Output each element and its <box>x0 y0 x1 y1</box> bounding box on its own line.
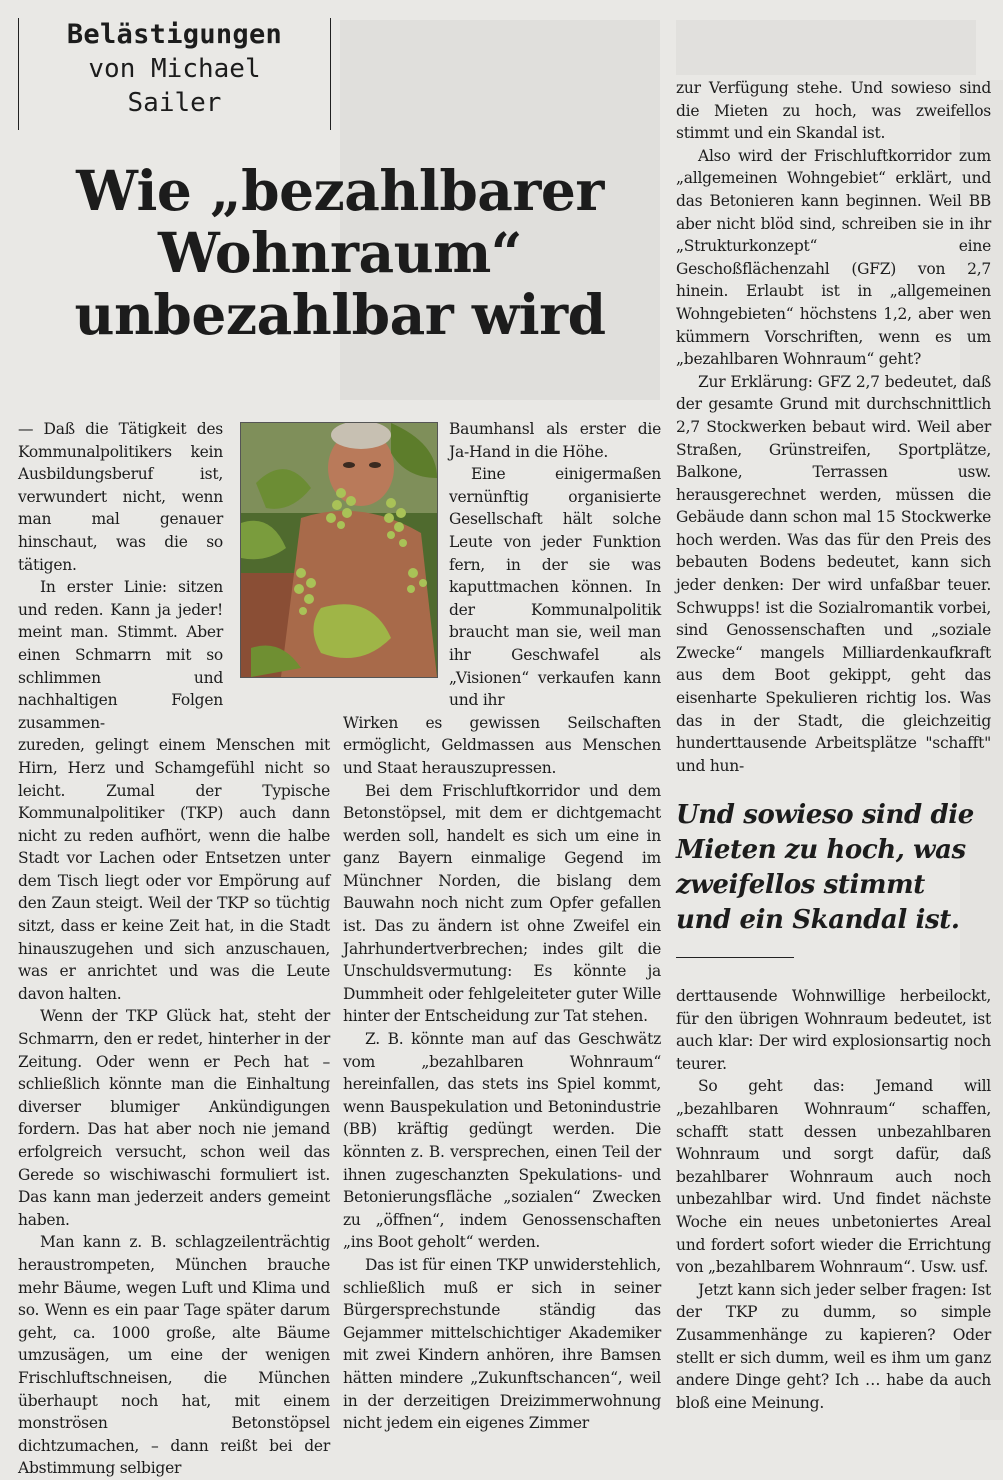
paragraph: — Daß die Tätigkeit des Kommunalpolitikers kein Ausbildungsberuf ist, verwundert nicht, wenn man mal genauer hinschaut, was die so tätigen. <box>18 420 223 574</box>
paragraph: Man kann z. B. schlagzeilenträchtig heraustrompeten, München brauche mehr Bäume, wegen Luft und Klima und so. Wenn es ein paar Tage später darum geht, ca. 1000 große, alte Bäume umzusägen, um eine der wenigen Frischluftschneisen, die München überhaupt noch hat, mit einem monströsen Betonstöpsel dichtzumachen, – dann reißt bei der Abstimmung selbiger <box>18 1233 330 1478</box>
paragraph: Z. B. könnte man auf das Geschwätz vom „bezahlbaren Wohnraum“ hereinfallen, das stets ins Spiel kommt, wenn Bauspekulation und Betonindustrie (BB) kräftig gedüngt werden. Die könnten z. B. versprechen, einen Teil der ihnen zugeschanzten Spekulations- und Betonierungsfläche „sozialen“ Zwecken zu „öffnen“, indem Genossenschaften „ins Boot geholt“ werden. <box>343 1030 661 1252</box>
series-title: Belästigungen <box>66 19 283 50</box>
paragraph: Also wird der Frischluftkorridor zum „allgemeinen Wohngebiet“ erklärt, und das Betonieren kann beginnen. Weil BB aber nicht blöd sind, schreiben sie in ihr „Strukturkonzept“ eine Geschoßflächenzahl (GFZ) von 2,7 hinein. Erlaubt ist in „allgemeinen Wohngebieten“ höchstens 1,2, aber wen kümmern Vorschriften, wenn es um „bezahlbaren Wohnraum“ geht? <box>676 146 991 369</box>
pull-quote-line: und ein Skandal ist. <box>676 905 960 935</box>
pull-quote-line: Und sowieso sind die <box>676 800 974 830</box>
paragraph: Bei dem Frischluftkorridor und dem Betonstöpsel, mit dem er dichtgemacht werden soll, handelt es sich um eine in ganz Bayern einmalige Gegend im Münchner Norden, die bislang dem Bauwahn noch nicht zum Opfer gefallen ist. Das zu ändern ist ohne Zweifel ein Jahrhundertverbrechen; indes gilt die Unschuldsvermutung: Es könnte ja Dummheit oder fehlgeleiteter guter Wille hinter der Entscheidung zur Tat stehen. <box>343 781 661 1026</box>
headline-line: Wie „bezahlbarer <box>76 158 604 223</box>
paragraph: Zur Erklärung: GFZ 2,7 bedeutet, daß der gesamte Grund mit durchschnittlich 2,7 Stockwerken bebaut wird. Weil aber Straßen, Grünstreifen, Sportplätze, Balkone, Terrassen usw. herausgerechnet werden, müssen die Gebäude dann schon mal 15 Stockwerke hoch werden. Was das für den Preis des bebauten Bodens bedeutet, kann sich jeder denken: Der wird unfaßbar teuer. Schwupps! ist die Sozialromantik vorbei, sind Genossenschaften und „soziale Zwecke“ mangels Milliardenkaufkraft aus dem Boot gekippt, geht das eisenharte Spekulieren richtig los. Was das in der Stadt, die gleichzeitig hunderttausende Arbeitsplätze "schafft" und hun- <box>676 372 991 775</box>
pull-quote-line: Mieten zu hoch, was <box>676 835 966 865</box>
paragraph: zureden, gelingt einem Menschen mit Hirn, Herz und Schamgefühl nicht so leicht. Zumal der Typische Kommunalpolitiker (TKP) auch dann nicht zu reden aufhört, wenn die halbe Stadt vor Lachen oder Entsetzen unter dem Tisch liegt oder vor Empörung auf den Zaun steigt. Weil der TKP so tüchtig sitzt, dass er keine Zeit hat, in die Stadt hinauszugehen und sich anzuschauen, was er anrichtet und was die Leute davon halten. <box>18 736 330 1003</box>
headline <box>40 160 640 346</box>
headline-line: unbezahlbar wird <box>74 282 606 347</box>
paragraph: Baumhansl als erster die Ja-Hand in die Höhe. <box>449 420 661 461</box>
byline-line: von Michael <box>88 54 261 84</box>
article-column-3-bottom <box>676 985 991 1414</box>
pull-quote <box>676 798 986 938</box>
paragraph: Eine einigermaßen vernünftig organisierte Gesellschaft hält solche Leute von jeder Funktion fern, in der sie was kaputtmachen können. In der Kommunalpolitik braucht man sie, weil man ihr Geschwafel als „Visionen“ verkaufen kann und ihr <box>449 465 661 710</box>
pull-quote-divider <box>676 957 794 958</box>
paragraph: Jetzt kann sich jeder selber fragen: Ist der TKP zu dumm, so simple Zusammenhänge zu kapieren? Oder stellt er sich dumm, weil es ihm um ganz andere Dinge geht? Ich … habe da auch bloß eine Meinung. <box>676 1280 991 1412</box>
byline-line: Sailer <box>127 88 222 118</box>
paragraph: In erster Linie: sitzen und reden. Kann ja jeder! meint man. Stimmt. Aber einen Schmarrn mit so schlimmen und nachhaltigen Folgen zusammen- <box>18 578 223 732</box>
article-column-3-top <box>676 77 991 777</box>
paragraph: Das ist für einen TKP unwiderstehlich, schließlich muß er sich in seiner Bürgersprechstunde ständig das Gejammer mittelschichtiger Akademiker mit zwei Kindern anhören, ihre Bamsen hätten mindere „Zukunftschancen“, weil in der derzeitigen Dreizimmerwohnung nicht jedem ein eigenes Zimmer <box>343 1255 661 1433</box>
paragraph: So geht das: Jemand will „bezahlbaren Wohnraum“ schaffen, schafft statt dessen unbezahlbaren Wohnraum und sorgt dafür, daß bezahlbarer Wohnraum auch noch unbezahlbar wird. Und findet nächste Woche ein neues unbetoniertes Areal und fordert sofort wieder die Errichtung von „bezahlbarem Wohnraum“. Usw. usf. <box>676 1077 991 1277</box>
column-kicker <box>18 18 331 130</box>
paragraph: Wirken es gewissen Seilschaften ermöglicht, Geldmassen aus Menschen und Staat herauszupressen. <box>343 713 661 777</box>
article-column-1 <box>18 418 330 1480</box>
pull-quote-line: zweifellos stimmt <box>676 870 925 900</box>
paragraph: zur Verfügung stehe. Und sowieso sind die Mieten zu hoch, was zweifellos stimmt und ein Skandal ist. <box>676 79 991 143</box>
paragraph: derttausende Wohnwillige herbeilockt, für den übrigen Wohnraum bedeutet, ist auch klar: Der wird explosionsartig noch teurer. <box>676 987 991 1073</box>
headline-line: Wohnraum“ <box>158 220 522 285</box>
article-column-2 <box>343 418 661 1435</box>
byline <box>19 52 330 120</box>
paragraph: Wenn der TKP Glück hat, steht der Schmarrn, den er redet, hinterher in der Zeitung. Oder wenn er Pech hat – schließlich könnte man die Einhaltung diverser blumiger Ankündigungen fordern. Das hat aber noch nie jemand erfolgreich versucht, schon weil das Gerede so wischiwaschi formuliert ist. Das kann man jederzeit anders gemeint haben. <box>18 1007 330 1229</box>
